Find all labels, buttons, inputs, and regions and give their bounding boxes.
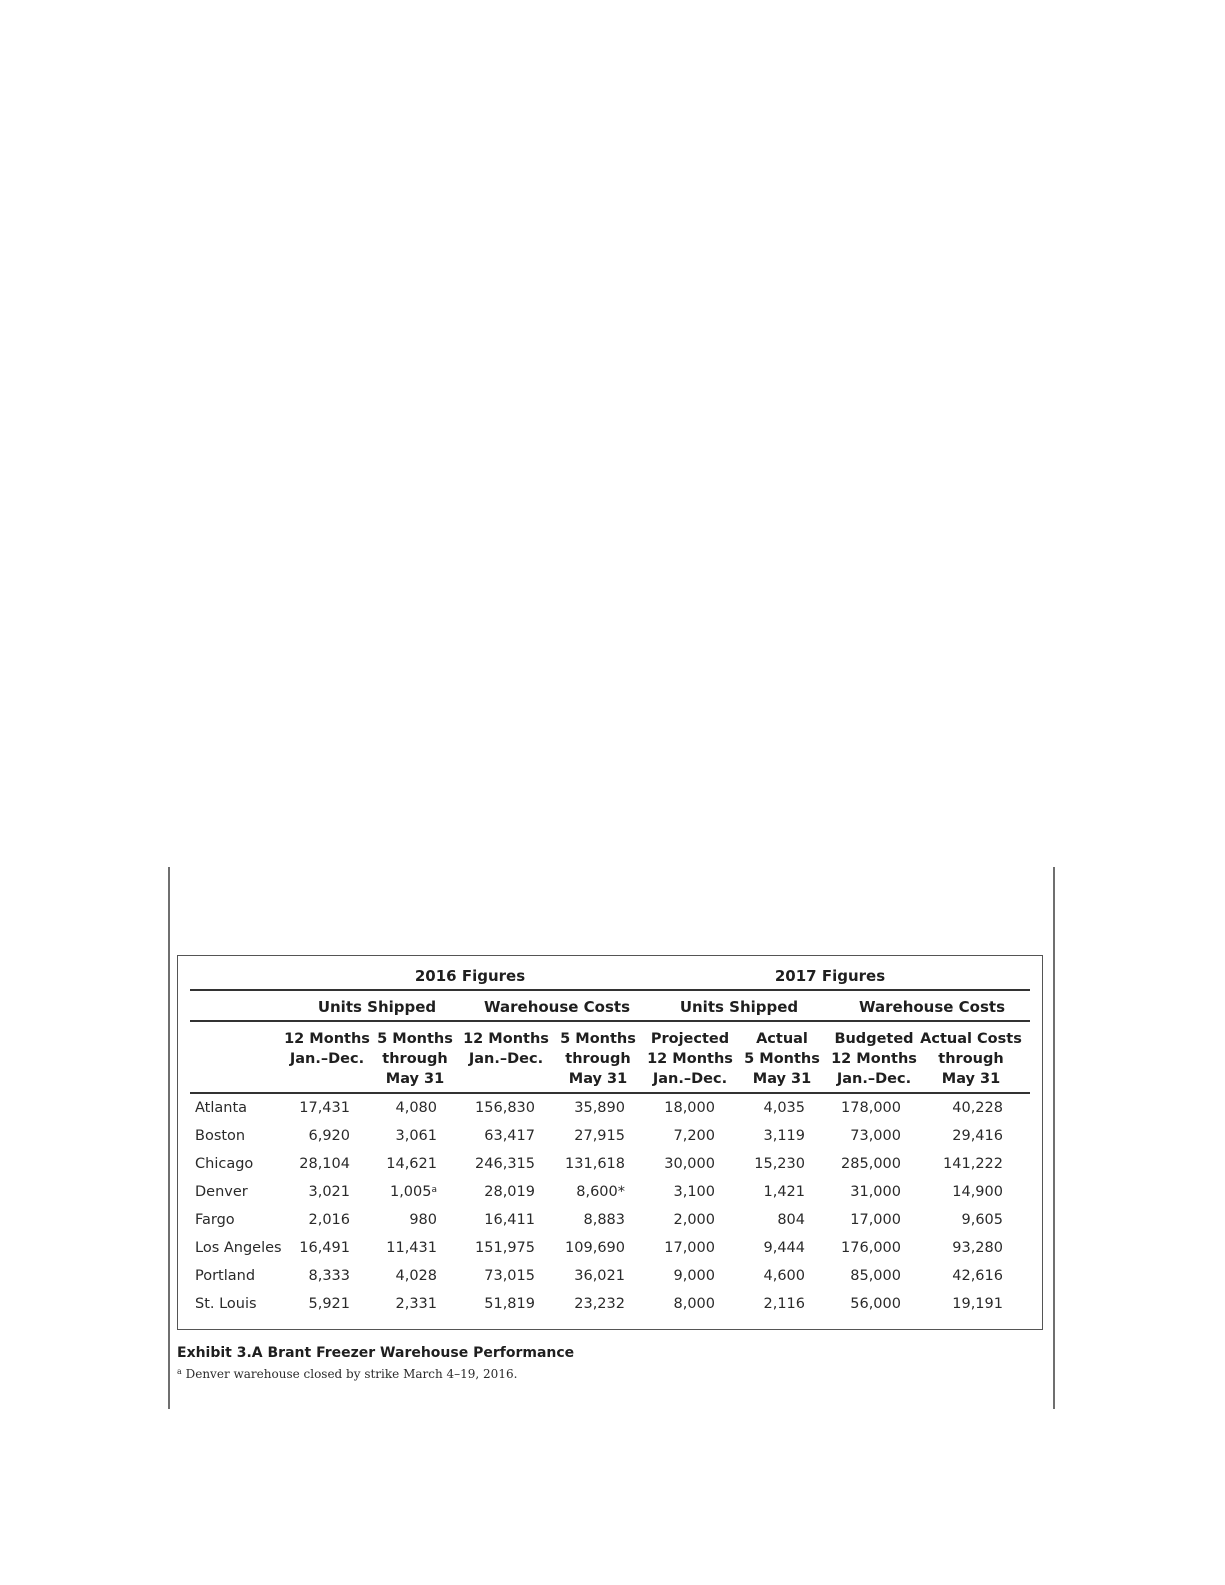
table-cell: 42,616 [952,1268,1003,1284]
table-cell: 2,331 [395,1296,437,1312]
table-cell: 85,000 [850,1268,901,1284]
row-city: Boston [195,1128,246,1144]
table-cell: 3,021 [308,1184,350,1200]
table-cell: 285,000 [841,1156,901,1172]
table-cell: 3,061 [395,1128,437,1144]
table-cell: 1,421 [763,1184,805,1200]
group-header-costs-2016: Warehouse Costs [483,998,631,1016]
table-cell: 9,444 [763,1240,805,1256]
col-header-6: Actual 5 Months May 31 [744,1031,820,1087]
table-cell: 4,600 [763,1268,805,1284]
table-cell: 8,883 [583,1212,625,1228]
table-cell: 15,230 [754,1156,805,1172]
table-cell: 109,690 [565,1240,625,1256]
table-cell: 17,000 [850,1212,901,1228]
table-cell: 9,605 [961,1212,1003,1228]
table-cell: 176,000 [841,1240,901,1256]
table-cell: 73,015 [484,1268,535,1284]
footnote-text: Denver warehouse closed by strike March 4–19, 2016. [185,1367,518,1381]
table-cell: 18,000 [664,1100,715,1116]
table-cell: 27,915 [574,1128,625,1144]
table-cell: 17,000 [664,1240,715,1256]
table-cell: 30,000 [664,1156,715,1172]
table-cell: 156,830 [475,1100,535,1116]
table-cell: 36,021 [574,1268,625,1284]
footnote-marker: a [177,1367,182,1376]
row-city: Fargo [195,1212,235,1228]
col-header-7: Budgeted 12 Months Jan.–Dec. [831,1031,917,1087]
table-cell: 35,890 [574,1100,625,1116]
table-cell: 19,191 [952,1296,1003,1312]
table-cell: 7,200 [673,1128,715,1144]
table-cell: 5,921 [308,1296,350,1312]
table-cell: 16,411 [484,1212,535,1228]
col-header-8: Actual Costs through May 31 [920,1031,1022,1087]
year-header-2017: 2017 Figures [774,967,886,985]
table-cell: 151,975 [475,1240,535,1256]
table-cell: 28,104 [299,1156,350,1172]
table-cell: 14,621 [386,1156,437,1172]
table-cell: 17,431 [299,1100,350,1116]
table-cell: 8,600* [576,1184,625,1200]
table-cell: 4,028 [395,1268,437,1284]
table-cell: 246,315 [475,1156,535,1172]
table-cell: 8,333 [308,1268,350,1284]
table-cell: 804 [777,1212,805,1228]
table-cell: 51,819 [484,1296,535,1312]
table-cell: 9,000 [673,1268,715,1284]
table-cell: 3,119 [763,1128,805,1144]
table-cell: 40,228 [952,1100,1003,1116]
col-header-3: 12 Months Jan.–Dec. [463,1031,549,1067]
table-cell: 2,000 [673,1212,715,1228]
table-cell: 2,116 [763,1296,805,1312]
table-cell: 4,035 [763,1100,805,1116]
col-header-4: 5 Months through May 31 [560,1031,636,1087]
table-cell: 6,920 [308,1128,350,1144]
exhibit-footnote [177,1367,517,1381]
table-cell: 28,019 [484,1184,535,1200]
table-cell: 4,080 [395,1100,437,1116]
column-header-rule [190,1092,1030,1094]
row-city: St. Louis [195,1296,257,1312]
table-cell: 131,618 [565,1156,625,1172]
col-header-5: Projected 12 Months Jan.–Dec. [647,1031,733,1087]
table-cell: 93,280 [952,1240,1003,1256]
col-header-2: 5 Months through May 31 [377,1031,453,1087]
group-header-units-2017: Units Shipped [679,998,799,1016]
table-cell: 8,000 [673,1296,715,1312]
row-city: Atlanta [195,1100,248,1116]
exhibit-caption: Exhibit 3.A Brant Freezer Warehouse Performance [177,1345,575,1361]
table-cell: 23,232 [574,1296,625,1312]
row-city: Portland [195,1268,256,1284]
table-cell: 3,100 [673,1184,715,1200]
table-cell: 2,016 [308,1212,350,1228]
table-cell: 31,000 [850,1184,901,1200]
table-cell: 63,417 [484,1128,535,1144]
col-header-1: 12 Months Jan.–Dec. [284,1031,370,1067]
table-cell: 14,900 [952,1184,1003,1200]
footnote-marker: a [431,1185,437,1195]
year-header-2016: 2016 Figures [414,967,526,985]
table-cell: 16,491 [299,1240,350,1256]
table-cell: 56,000 [850,1296,901,1312]
table-cell: 141,222 [943,1156,1003,1172]
group-header-rule [190,1020,1030,1022]
year-header-rule [190,989,1030,991]
table-cell: 29,416 [952,1128,1003,1144]
frame-left-rule [168,867,170,1409]
row-city: Los Angeles [195,1240,282,1256]
table-cell: 980 [409,1212,437,1228]
table-cell: 11,431 [386,1240,437,1256]
table-cell: 178,000 [841,1100,901,1116]
group-header-costs-2017: Warehouse Costs [858,998,1006,1016]
table-cell: 73,000 [850,1128,901,1144]
frame-right-rule [1053,867,1055,1409]
group-header-units-2016: Units Shipped [317,998,437,1016]
table-cell-with-footnote: 1,005$^a$ [389,1184,437,1200]
row-city: Chicago [195,1156,254,1172]
row-city: Denver [195,1184,248,1200]
